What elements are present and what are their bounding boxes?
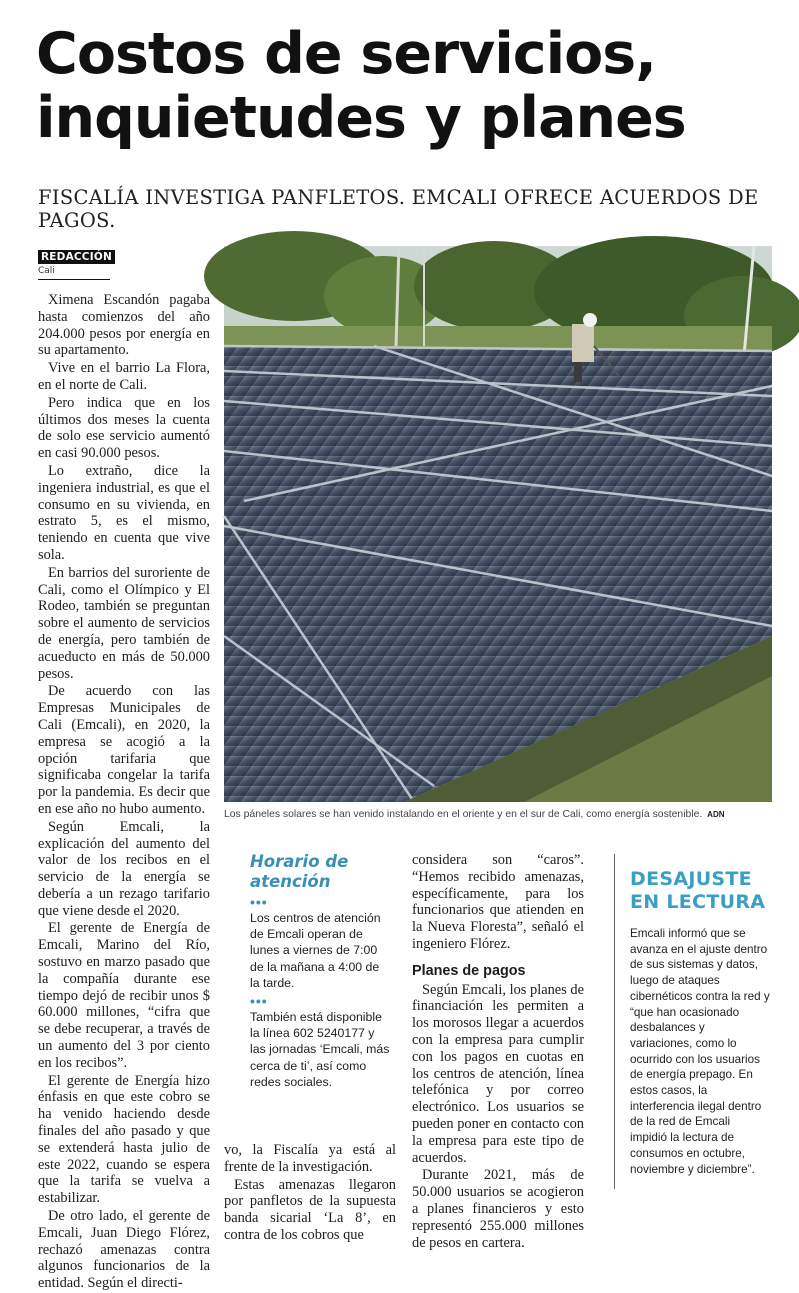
- sidebar-box: [614, 854, 779, 1189]
- hours-item: Los centros de atención de Emcali operan de lunes a viernes de 7:00 de la mañana a 4:00 de la tarde.: [250, 911, 381, 990]
- subheadline: FISCALÍA INVESTIGA PANFLETOS. EMCALI OFRECE ACUERDOS DE PAGOS.: [38, 186, 759, 232]
- byline: [38, 245, 110, 280]
- hours-title: Horario de atención: [250, 852, 349, 891]
- bullet-dots: •••: [250, 894, 268, 910]
- sidebar-title-line-2: EN LECTURA: [630, 891, 766, 913]
- paragraph: vo, la Fiscalía ya está al frente de la investigación.: [224, 1142, 396, 1175]
- paragraph: Pero indica que en los últimos dos meses la cuenta de solo ese servicio aumentó en casi 90.000 pesos.: [38, 394, 210, 462]
- hours-box: [240, 852, 390, 1090]
- article-column-3: [224, 1142, 396, 1245]
- byline-tag: REDACCIÓN: [38, 250, 115, 264]
- article-column-1: [38, 292, 210, 1293]
- paragraph: considera son “caros”. “Hemos recibido amenazas, específicamente, para los funcionarios que atienden en la Nueva Floresta”, señaló el ingeniero Flórez.: [412, 852, 584, 952]
- paragraph: De otro lado, el gerente de Emcali, Juan Diego Flórez, rechazó amenazas contra algunos funcionarios de la entidad. Según el directi-: [38, 1208, 210, 1292]
- paragraph: Durante 2021, más de 50.000 usuarios se acogieron a planes financieros y esto representó 255.000 millones de pesos en cartera.: [412, 1167, 584, 1251]
- photo-credit: ADN: [707, 810, 725, 819]
- paragraph: El gerente de Energía de Emcali, Marino del Río, sostuvo en marzo pasado que la compañía durante ese tiempo dejó de recibir unos $ 60.000 millones, “cifra que se debe recuperar, a través de un aumento del 3 por ciento en los recibos”.: [38, 920, 210, 1071]
- paragraph: Lo extraño, dice la ingeniera industrial, es que el consumo en su vivienda, en estrato 5, es el mismo, teniendo en cuenta que vive sola.: [38, 462, 210, 563]
- paragraph: En barrios del suroriente de Cali, como el Olímpico y El Rodeo, también se preguntan sobre el aumento de servicios de energía, pero también de acueducto en más de 50.000 pesos.: [38, 564, 210, 682]
- sidebar-title: [630, 868, 779, 914]
- paragraph: Ximena Escandón pagaba hasta comienzos del año 204.000 pesos por energía en su apartamento.: [38, 292, 210, 359]
- paragraph: El gerente de Energía hizo énfasis en que este cobro se ha venido haciendo desde finales del año pasado y que se extenderá hasta julio de este 2022, cuando se espera que la tarifa se vuelva a estabilizar.: [38, 1072, 210, 1207]
- headline-line-2: inquietudes y planes: [36, 85, 686, 151]
- headline-line-1: Costos de servicios,: [36, 21, 656, 87]
- paragraph: Según Emcali, la explicación del aumento del valor de los recibos en el servicio de la energía se debería a un rezago tarifario que viene desde el 2020.: [38, 818, 210, 919]
- paragraph: Vive en el barrio La Flora, en el norte de Cali.: [38, 360, 210, 393]
- caption-text: Los páneles solares se han venido instalando en el oriente y en el sur de Cali, como energía sostenible.: [224, 809, 703, 820]
- hours-item: También está disponible la línea 602 5240177 y las jornadas ‘Emcali, más cerca de ti’, así como redes sociales.: [250, 1010, 390, 1089]
- byline-city: Cali: [38, 266, 110, 280]
- paragraph: De acuerdo con las Empresas Municipales de Cali (Emcali), en 2020, la empresa se acogió a la opción tarifaria que significaba congelar la tarifa por la pandemia. Es decir que en ese año no hubo aumento.: [38, 683, 210, 817]
- photo-caption: [224, 809, 772, 820]
- section-heading: Planes de pagos: [412, 962, 526, 979]
- bullet-dots: •••: [250, 993, 268, 1010]
- solar-panels-photo: [224, 246, 772, 802]
- article-column-4: [412, 852, 584, 1252]
- sidebar-body: Emcali informó que se avanza en el ajuste dentro de sus sistemas y datos, luego de ataques cibernéticos contra la red y “que han ocasionado desbalances y variaciones, como lo ocurrido con los usuarios de energía prepago. En estos casos, la interferencia ilegal dentro de la red de Emcali impidió la lectura de consumos en octubre, noviembre y diciembre”.: [630, 927, 770, 1176]
- sidebar-title-line-1: DESAJUSTE: [630, 868, 752, 890]
- paragraph: Según Emcali, los planes de financiación les permiten a los morosos llegar a acuerdos con la empresa para cumplir con los pagos en cuotas en los centros de atención, línea telefónica y por correo electrónico. Los usuarios se pueden poner en contacto con la empresa para este tipo de acuerdos.: [412, 981, 584, 1166]
- headline: [36, 22, 776, 150]
- paragraph: Estas amenazas llegaron por panfletos de la supuesta banda sicarial ‘La 8’, en contra de los cobros que: [224, 1176, 396, 1243]
